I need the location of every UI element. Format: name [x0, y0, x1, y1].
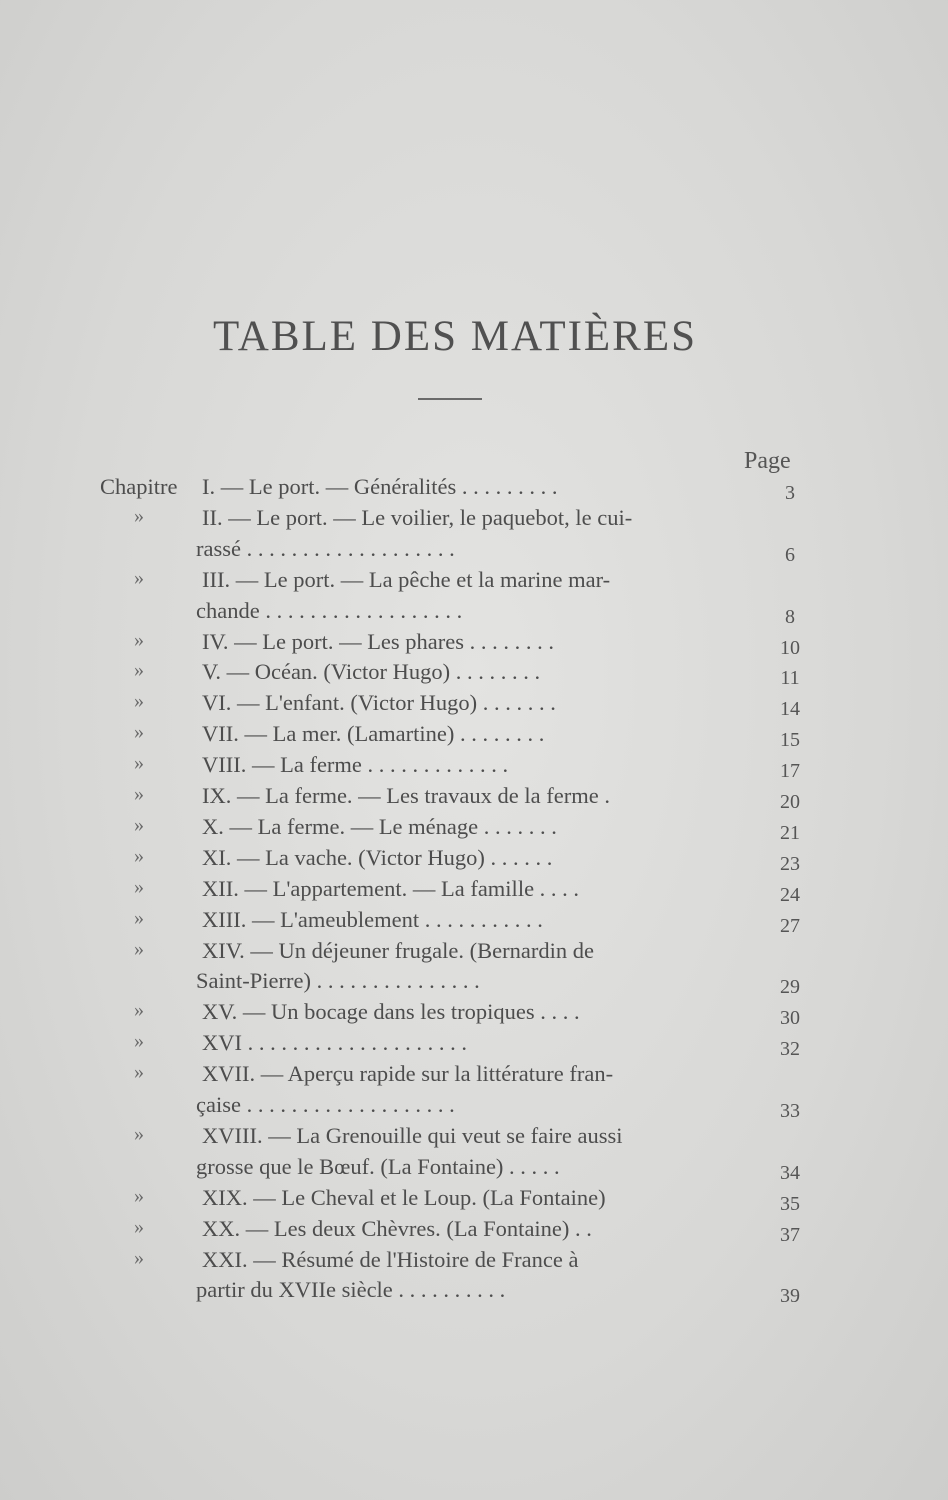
entry-title: XV. — Un bocage dans les tropiques . . . . [202, 999, 580, 1025]
toc-line [0, 752, 948, 782]
toc-line [0, 1216, 948, 1246]
entry-title: VIII. — La ferme . . . . . . . . . . . . . [202, 752, 509, 778]
page-number: 11 [780, 667, 800, 690]
page-number: 27 [780, 914, 800, 937]
ditto-mark: » [134, 690, 144, 713]
page-number: 8 [785, 605, 795, 628]
entry-title: III. — Le port. — La pêche et la marine mar- [202, 566, 611, 592]
toc-line [0, 721, 948, 751]
page-number: 14 [780, 698, 800, 721]
page-number: 29 [780, 976, 800, 999]
toc-line [0, 783, 948, 813]
ditto-mark: » [134, 1122, 144, 1145]
entry-title: grosse que le Bœuf. (La Fontaine) . . . . . [196, 1153, 560, 1179]
entry-title: IV. — Le port. — Les phares . . . . . . . . [202, 628, 555, 654]
ditto-mark: » [134, 566, 144, 589]
entry-title: partir du XVIIe siècle . . . . . . . . . . [196, 1277, 506, 1303]
ditto-mark: » [134, 1184, 144, 1207]
entry-title: VII. — La mer. (Lamartine) . . . . . . . . [202, 721, 545, 747]
ditto-mark: » [134, 783, 144, 805]
ditto-mark: » [134, 721, 144, 744]
page-number: 3 [785, 482, 795, 504]
toc-line [0, 1030, 948, 1060]
ditto-mark: » [134, 504, 144, 527]
entry-title: V. — Océan. (Victor Hugo) . . . . . . . . [202, 659, 541, 685]
page-column-label: Page [744, 448, 791, 474]
entry-title: XII. — L'appartement. — La famille . . . . [202, 875, 580, 901]
entry-title: Saint-Pierre) . . . . . . . . . . . . . . . [196, 968, 480, 994]
chapter-word: Chapitre [100, 474, 178, 499]
ditto-mark: » [134, 844, 144, 867]
toc-line [0, 938, 948, 968]
title-rule [418, 398, 482, 400]
page-number: 35 [780, 1192, 800, 1215]
page-number: 20 [780, 791, 800, 813]
ditto-mark: » [134, 752, 144, 775]
page-number: 32 [780, 1038, 800, 1061]
ditto-mark: » [134, 659, 144, 682]
entry-title: XIV. — Un déjeuner frugale. (Bernardin de [202, 937, 594, 963]
ditto-mark: » [134, 999, 144, 1022]
toc-line [0, 505, 948, 535]
page-number: 30 [780, 1007, 800, 1030]
ditto-mark: » [134, 813, 144, 836]
toc-line [0, 814, 948, 844]
toc-line [0, 629, 948, 659]
page-title: TABLE DES MATIÈRES [212, 313, 698, 360]
entry-title: XX. — Les deux Chèvres. (La Fontaine) . . [202, 1215, 592, 1241]
toc-line [0, 1123, 948, 1153]
page-number: 37 [780, 1223, 800, 1246]
entry-title: rassé . . . . . . . . . . . . . . . . . . . [196, 535, 455, 561]
toc-line [0, 598, 948, 628]
ditto-mark: » [134, 628, 144, 651]
toc-line [0, 1092, 948, 1122]
ditto-mark: » [134, 906, 144, 929]
entry-title: IX. — La ferme. — Les travaux de la ferme . [202, 783, 610, 808]
entry-title: XI. — La vache. (Victor Hugo) . . . . . . [202, 844, 553, 870]
entry-title: X. — La ferme. — Le ménage . . . . . . . [202, 813, 557, 839]
toc-line [0, 690, 948, 720]
toc-line [0, 1277, 948, 1307]
entry-title: XXI. — Résumé de l'Histoire de France à [202, 1246, 579, 1272]
toc-line [0, 1247, 948, 1277]
page-number: 34 [780, 1161, 800, 1184]
entry-title: XIII. — L'ameublement . . . . . . . . . . . [202, 906, 543, 932]
page-number: 10 [780, 636, 800, 659]
toc-line [0, 999, 948, 1029]
page-number: 17 [780, 760, 800, 783]
toc-line [0, 1154, 948, 1184]
page-number: 39 [780, 1285, 800, 1308]
entry-title: XVI . . . . . . . . . . . . . . . . . . . . [202, 1030, 467, 1056]
page-number: 15 [780, 729, 800, 752]
toc-line [0, 1061, 948, 1091]
entry-title: I. — Le port. — Généralités . . . . . . . . . [202, 474, 558, 499]
ditto-mark: » [134, 937, 144, 960]
entry-title: II. — Le port. — Le voilier, le paquebot, le cui- [202, 504, 633, 530]
ditto-mark: » [134, 1246, 144, 1269]
page-number: 24 [780, 883, 800, 906]
toc-line [0, 659, 948, 689]
toc-line [0, 1185, 948, 1215]
entry-title: XIX. — Le Cheval et le Loup. (La Fontaine) [202, 1184, 606, 1210]
ditto-mark: » [134, 1030, 144, 1053]
entry-title: çaise . . . . . . . . . . . . . . . . . . . [196, 1092, 455, 1117]
ditto-mark: » [134, 1061, 144, 1084]
page-number: 33 [780, 1100, 800, 1122]
toc-line [0, 845, 948, 875]
toc-line [0, 536, 948, 566]
toc-line [0, 968, 948, 998]
entry-title: chande . . . . . . . . . . . . . . . . . . [196, 597, 463, 623]
toc-line [0, 907, 948, 937]
page-number: 21 [780, 821, 800, 844]
page-number: 23 [780, 852, 800, 875]
toc-line [0, 474, 948, 504]
ditto-mark: » [134, 875, 144, 898]
toc-line [0, 567, 948, 597]
page-number: 6 [785, 543, 795, 566]
entry-title: VI. — L'enfant. (Victor Hugo) . . . . . . . [202, 690, 556, 716]
toc-line [0, 876, 948, 906]
entry-title: XVIII. — La Grenouille qui veut se faire aussi [202, 1122, 623, 1148]
ditto-mark: » [134, 1215, 144, 1238]
entry-title: XVII. — Aperçu rapide sur la littérature fran- [202, 1061, 614, 1087]
